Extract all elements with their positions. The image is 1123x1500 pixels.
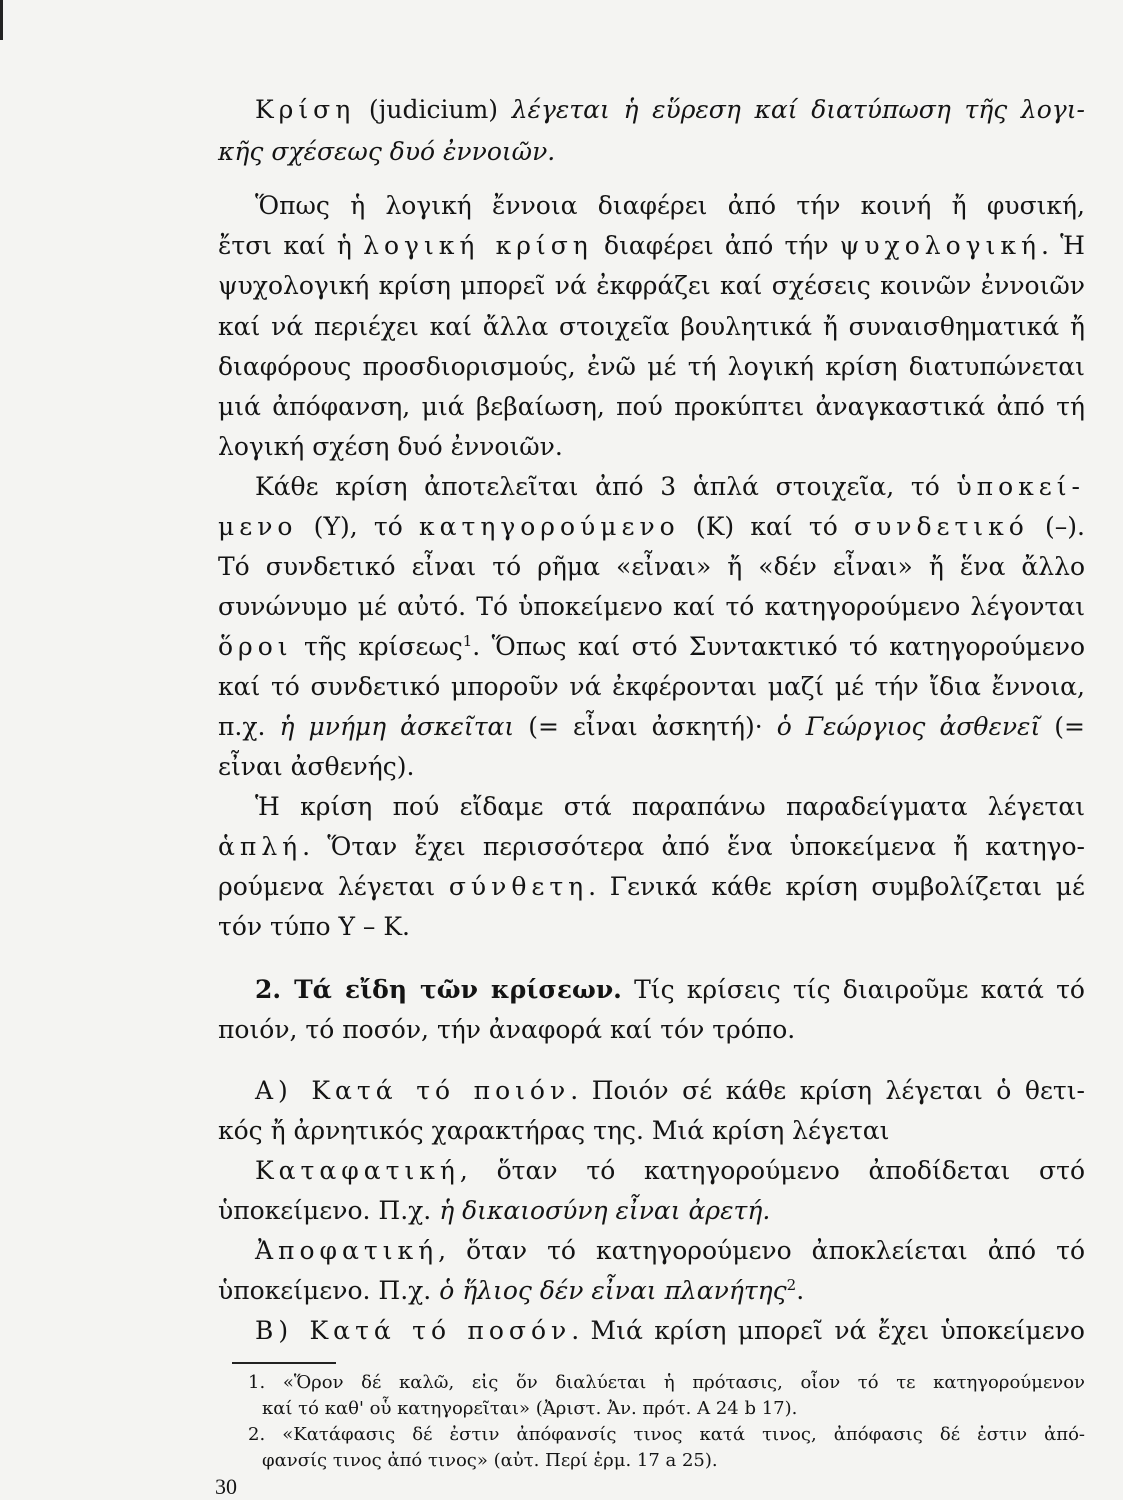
paragraph-2-line-1: Ὅπως ἡ λογική ἔννοια διαφέρει ἀπό τήν κοινή ἤ φυσική, xyxy=(255,191,1085,220)
footnote-rule xyxy=(232,1362,336,1364)
paragraph-3-line-7: π.χ. ἡ μνήμη ἀσκεῖται (= εἶναι ἀσκητή)· ὁ Γεώργιος ἀσθενεῖ (= xyxy=(218,712,1085,741)
paragraph-4-line-4: τόν τύπο Υ – Κ. xyxy=(218,912,411,941)
paragraph-2-line-6: μιά ἀπόφανση, μιά βεβαίωση, πού προκύπτει ἀναγκαστικά ἀπό τή xyxy=(218,392,1085,421)
page-number: 30 xyxy=(215,1474,237,1499)
paragraph-3-line-4: συνώνυμο μέ αὐτό. Τό ὑποκείμενο καί τό κατηγορούμενο λέγονται xyxy=(218,592,1085,621)
paragraph-3-line-6: καί τό συνδετικό μποροῦν νά ἐκφέρονται μαζί μέ τήν ἴδια ἔννοια, xyxy=(218,672,1085,701)
paragraph-1-line-2: κῆς σχέσεως δυό ἐννοιῶν. xyxy=(218,137,556,166)
paragraph-4-line-2: ἁπλή. Ὅταν ἔχει περισσότερα ἀπό ἕνα ὑποκείμενα ἤ κατηγο- xyxy=(218,832,1085,861)
paragraph-4-line-3: ρούμενα λέγεται σύνθετη. Γενικά κάθε κρίση συμβολίζεται μέ xyxy=(218,872,1085,901)
paragraph-3-line-1: Κάθε κρίση ἀποτελεῖται ἀπό 3 ἁπλά στοιχεῖα, τό ὑποκεί- xyxy=(255,472,1085,501)
paragraph-3-line-2: μενο (Υ), τό κατηγορούμενο (Κ) καί τό συνδετικό (–). xyxy=(218,512,1085,541)
section-2-line-2: ποιόν, τό ποσόν, τήν ἀναφορά καί τόν τρόπο. xyxy=(218,1015,796,1044)
paragraph-2-line-5: διαφόρους προσδιορισμούς, ἐνῶ μέ τή λογική κρίση διατυπώνεται xyxy=(218,352,1085,381)
footnote-ref-2: 2 xyxy=(786,1276,797,1294)
section-a-line-2: κός ἤ ἀρνητικός χαρακτήρας της. Μιά κρίση λέγεται xyxy=(218,1116,890,1145)
section-a-line-1: Α) Κατά τό ποιόν. Ποιόν σέ κάθε κρίση λέγεται ὁ θετι- xyxy=(255,1076,1085,1105)
section-2-line-1: 2. Τά εἴδη τῶν κρίσεων. Τίς κρίσεις τίς διαιροῦμε κατά τό xyxy=(255,975,1085,1004)
section-b-heading: Β) Κατά τό ποσόν xyxy=(255,1316,572,1345)
paragraph-4-line-1: Ἡ κρίση πού εἴδαμε στά παραπάνω παραδείγματα λέγεται xyxy=(255,792,1085,821)
footnote-ref-1: 1 xyxy=(462,632,473,650)
paragraph-3-line-8: εἶναι ἀσθενής). xyxy=(218,752,415,781)
paragraph-2-line-2: ἔτσι καί ἡ λογική κρίση διαφέρει ἀπό τήν ψυχολογική. Ἡ xyxy=(218,231,1085,260)
footnote-1-line-1: 1. «Ὅρον δέ καλῶ, εἰς ὅν διαλύεται ἡ πρότασις, οἷον τό τε κατηγορούμενον xyxy=(248,1372,1085,1393)
footnote-1-line-2: καί τό καθ' οὗ κατηγορεῖται» (Ἀριστ. Ἀν. πρότ. Α 24 b 17). xyxy=(262,1398,798,1419)
section-a-line-4: ὑποκείμενο. Π.χ. ἡ δικαιοσύνη εἶναι ἀρετή. xyxy=(218,1196,771,1225)
section-a-line-6: ὑποκείμενο. Π.χ. ὁ ἥλιος δέν εἶναι πλανήτης$^2$. xyxy=(218,1276,805,1305)
section-2-heading: 2. Τά εἴδη τῶν κρίσεων. xyxy=(255,975,622,1004)
paragraph-3-line-5: ὅροι τῆς κρίσεως$^1$. Ὅπως καί στό Συντακτικό τό κατηγορούμενο xyxy=(218,632,1085,661)
term-krisi: Κρίση xyxy=(255,95,356,124)
footnote-2-line-1: 2. «Κατάφασις δέ ἐστιν ἀπόφανσίς τινος κατά τινος, ἀπόφασις δέ ἐστιν ἀπό- xyxy=(248,1424,1085,1445)
section-a-heading: Α) Κατά τό ποιόν xyxy=(255,1076,571,1105)
paragraph-3-line-3: Τό συνδετικό εἶναι τό ρῆμα «εἶναι» ἤ «δέν εἶναι» ἤ ἕνα ἄλλο xyxy=(218,552,1085,581)
footnote-2-line-2: φανσίς τινος ἀπό τινος» (αὐτ. Περί ἑρμ. 17 a 25). xyxy=(262,1450,718,1471)
paragraph-1-line-1: Κρίση (judicium) λέγεται ἡ εὕρεση καί διατύπωση τῆς λογι- xyxy=(255,95,1085,124)
paragraph-2-line-3: ψυχολογική κρίση μπορεῖ νά ἐκφράζει καί σχέσεις κοινῶν ἐννοιῶν xyxy=(218,271,1085,300)
paragraph-2-line-4: καί νά περιέχει καί ἄλλα στοιχεῖα βουλητικά ἤ συναισθηματικά ἤ xyxy=(218,312,1085,341)
paragraph-2-line-7: λογική σχέση δυό ἐννοιῶν. xyxy=(218,432,563,461)
section-a-line-3: Καταφατική, ὅταν τό κατηγορούμενο ἀποδίδεται στό xyxy=(255,1156,1085,1185)
section-b-line-1: Β) Κατά τό ποσόν. Μιά κρίση μπορεῖ νά ἔχει ὑποκείμενο xyxy=(255,1316,1085,1345)
section-a-line-5: Ἀποφατική, ὅταν τό κατηγορούμενο ἀποκλείεται ἀπό τό xyxy=(255,1236,1085,1265)
